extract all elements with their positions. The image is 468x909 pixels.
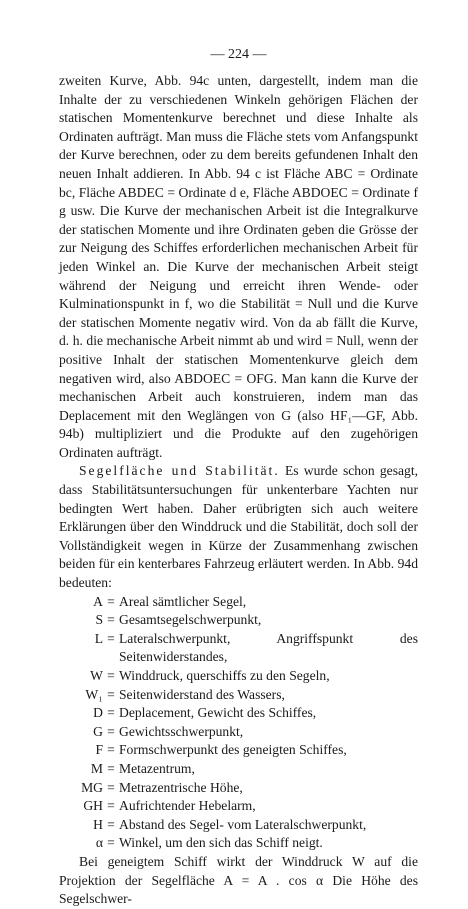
section-text: Es wurde schon gesagt, dass Stabilitätsuntersuchungen für unkenterbare Yachten nur bedingten Wert haben. Daher erübrigten sich auch weitere Erklärungen über den Winddruck und die Stabilität, doch soll der Vollständigkeit wegen in Kürze der Zusammenhang zwischen beiden für ein kenterbares Fahrzeug erläutert werden. In Abb. 94d bedeuten:	[59, 463, 418, 591]
paragraph-section-start	[59, 462, 418, 592]
legend-symbol: W	[90, 668, 103, 683]
legend-symbol: S	[95, 612, 103, 628]
paragraph-continuation: zweiten Kurve, Abb. 94c unten, dargestellt, indem man die Inhalte der zu verschiedenen Winkeln gehörigen Flächen der statischen Momentenkurve berechnet und diese Inhalte als Ordinaten aufträgt. Man muss die Fläche stets vom Anfangspunkt der Kurve berechnen, oder zu dem bereits gefundenen Inhalt den neuen Inhalt addieren. In Abb. 94 c ist Fläche ABC = Ordinate bc, Fläche ABDEC = Ordinate d e, Fläche ABDOEC = Ordinate f g usw. Die Kurve der mechanischen Arbeit ist die Integralkurve der statischen Momente und ihre Ordinaten geben die Grösse der zur Neigung des Schiffes erforderlichen mechanischen Arbeit für jeden Winkel an. Die Kurve der mechanischen Arbeit steigt während der Neigung und erreicht ihren Wende- oder Kulminationspunkt in f, wo die Stabilität = Null und die Kurve der statischen Momente negativ wird. Von da ab fällt die Kurve, d. h. die mechanische Arbeit nimmt ab und wird = Null, wenn der positive Inhalt der statischen Momentenkurve gleich dem negativen wird, also ABDOEC = OFG. Man kann die Kurve der mechanischen Arbeit auch konstruieren, indem man das Deplacement mit den Weglängen von G (also HF₁—GF, Abb. 94b) multipliziert und die Produkte auf den zugehörigen Ordinaten aufträgt.	[59, 73, 418, 460]
legend-definition: Gewichtsschwerpunkt,	[119, 723, 244, 739]
legend-equals: =	[107, 668, 115, 683]
legend-equals: =	[107, 779, 115, 795]
legend-item	[73, 723, 418, 742]
legend-definition: Formschwerpunkt des geneigten Schiffes,	[119, 742, 347, 758]
legend-definition: Areal sämtlicher Segel,	[119, 593, 247, 609]
legend-item	[73, 834, 418, 853]
legend-equals: =	[107, 798, 115, 814]
legend-item	[73, 704, 418, 723]
legend-item	[73, 760, 418, 779]
legend-item	[73, 593, 418, 612]
legend-item	[73, 630, 418, 667]
legend-equals: =	[107, 760, 115, 776]
legend-equals: =	[107, 835, 115, 851]
legend-definition: Metazentrum,	[119, 760, 195, 776]
legend-equals: =	[107, 742, 115, 758]
legend-symbol: W₁	[85, 686, 103, 702]
symbol-legend	[59, 593, 418, 853]
legend-item	[73, 797, 418, 816]
legend-definition: Winddruck, querschiffs zu den Segeln,	[119, 668, 330, 683]
legend-symbol: A	[93, 593, 103, 609]
legend-definition: Abstand des Segel- vom Lateralschwerpunkt,	[119, 816, 367, 832]
legend-definition: Metrazentrische Höhe,	[119, 779, 243, 795]
legend-symbol: MG	[81, 779, 103, 795]
legend-symbol: L	[94, 630, 103, 646]
legend-equals: =	[107, 816, 115, 832]
page-body	[59, 72, 418, 909]
legend-equals: =	[107, 723, 115, 739]
legend-equals: =	[107, 630, 115, 646]
legend-definition: Gesamtsegelschwerpunkt,	[119, 612, 262, 628]
section-heading: Segelfläche und Stabilität.	[79, 463, 280, 479]
legend-item	[73, 611, 418, 630]
legend-symbol: H	[93, 816, 103, 832]
legend-symbol: α	[95, 835, 103, 851]
legend-symbol: GH	[83, 798, 103, 814]
legend-symbol: D	[93, 705, 103, 721]
legend-equals: =	[107, 686, 115, 702]
page-number: — 224 —	[210, 47, 267, 62]
legend-item	[73, 741, 418, 760]
legend-item	[73, 779, 418, 798]
legend-definition: Winkel, um den sich das Schiff neigt.	[119, 835, 323, 851]
legend-symbol: M	[90, 760, 103, 776]
legend-symbol: G	[93, 723, 103, 739]
legend-item	[73, 686, 418, 705]
legend-definition: Deplacement, Gewicht des Schiffes,	[119, 705, 317, 721]
legend-definition: Lateralschwerpunkt, Angriffspunkt des Seitenwiderstandes,	[119, 630, 418, 665]
legend-item	[73, 667, 418, 686]
paragraph-closing: Bei geneigtem Schiff wirkt der Winddruck W auf die Projektion der Segelfläche A = A . cos α Die Höhe des Segelschwer-	[59, 853, 418, 907]
legend-definition: Aufrichtender Hebelarm,	[119, 798, 256, 814]
legend-item	[73, 816, 418, 835]
legend-definition: Seitenwiderstand des Wassers,	[119, 686, 285, 702]
legend-equals: =	[107, 705, 115, 721]
legend-symbol: F	[95, 742, 103, 758]
legend-equals: =	[107, 593, 115, 609]
legend-equals: =	[107, 612, 115, 628]
